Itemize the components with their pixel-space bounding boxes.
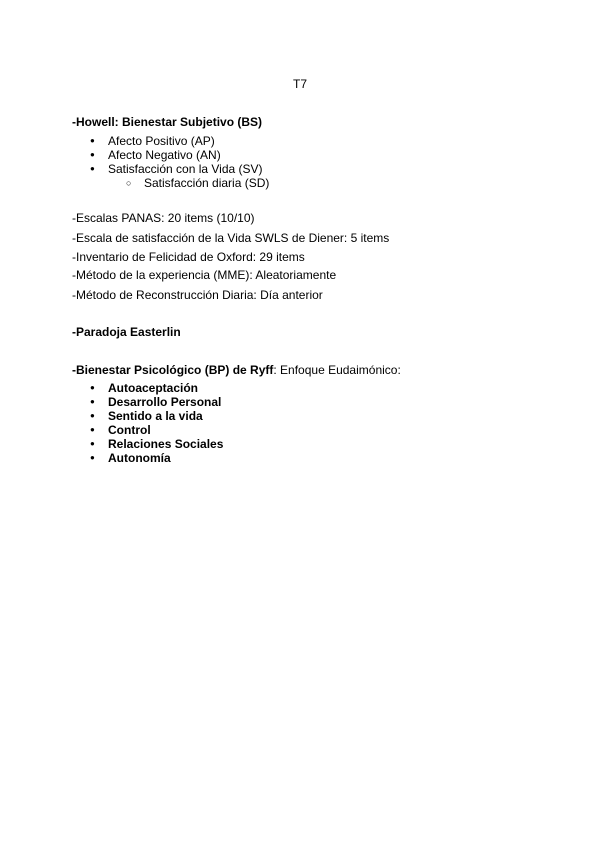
text-line-oxford: -Inventario de Felicidad de Oxford: 29 items bbox=[72, 250, 305, 264]
subjective-wellbeing-list bbox=[90, 134, 269, 190]
section-heading-howell: -Howell: Bienestar Subjetivo (BS) bbox=[72, 115, 263, 129]
page-title: T7 bbox=[292, 77, 307, 91]
text-line-reconstruction: -Método de Reconstrucción Diaria: Día anterior bbox=[72, 288, 323, 302]
list-item: ● Afecto Negativo (AN) bbox=[90, 148, 269, 162]
text-line-mme: -Método de la experiencia (MME): Aleatoriamente bbox=[72, 268, 337, 282]
heading-normal-part: : Enfoque Eudaimónico: bbox=[273, 363, 401, 377]
list-item: ● Autoaceptación bbox=[90, 381, 223, 395]
list-item: ● Autonomía bbox=[90, 451, 223, 465]
heading-bold-part: -Bienestar Psicológico (BP) de Ryff bbox=[72, 363, 274, 377]
list-item: ● Sentido a la vida bbox=[90, 409, 223, 423]
list-item: ● Satisfacción con la Vida (SV) bbox=[90, 162, 269, 176]
list-item: ● Desarrollo Personal bbox=[90, 395, 223, 409]
section-heading-ryff bbox=[72, 363, 401, 377]
section-heading-easterlin: -Paradoja Easterlin bbox=[72, 325, 181, 339]
sub-list-item: ○ Satisfacción diaria (SD) bbox=[126, 176, 269, 190]
psychological-wellbeing-list bbox=[90, 381, 223, 465]
text-line-swls: -Escala de satisfacción de la Vida SWLS de Diener: 5 items bbox=[72, 231, 390, 245]
sub-list bbox=[90, 176, 269, 190]
list-item: ● Relaciones Sociales bbox=[90, 437, 223, 451]
list-item: ● Control bbox=[90, 423, 223, 437]
text-line-panas: -Escalas PANAS: 20 items (10/10) bbox=[72, 211, 255, 225]
list-item: ● Afecto Positivo (AP) bbox=[90, 134, 269, 148]
